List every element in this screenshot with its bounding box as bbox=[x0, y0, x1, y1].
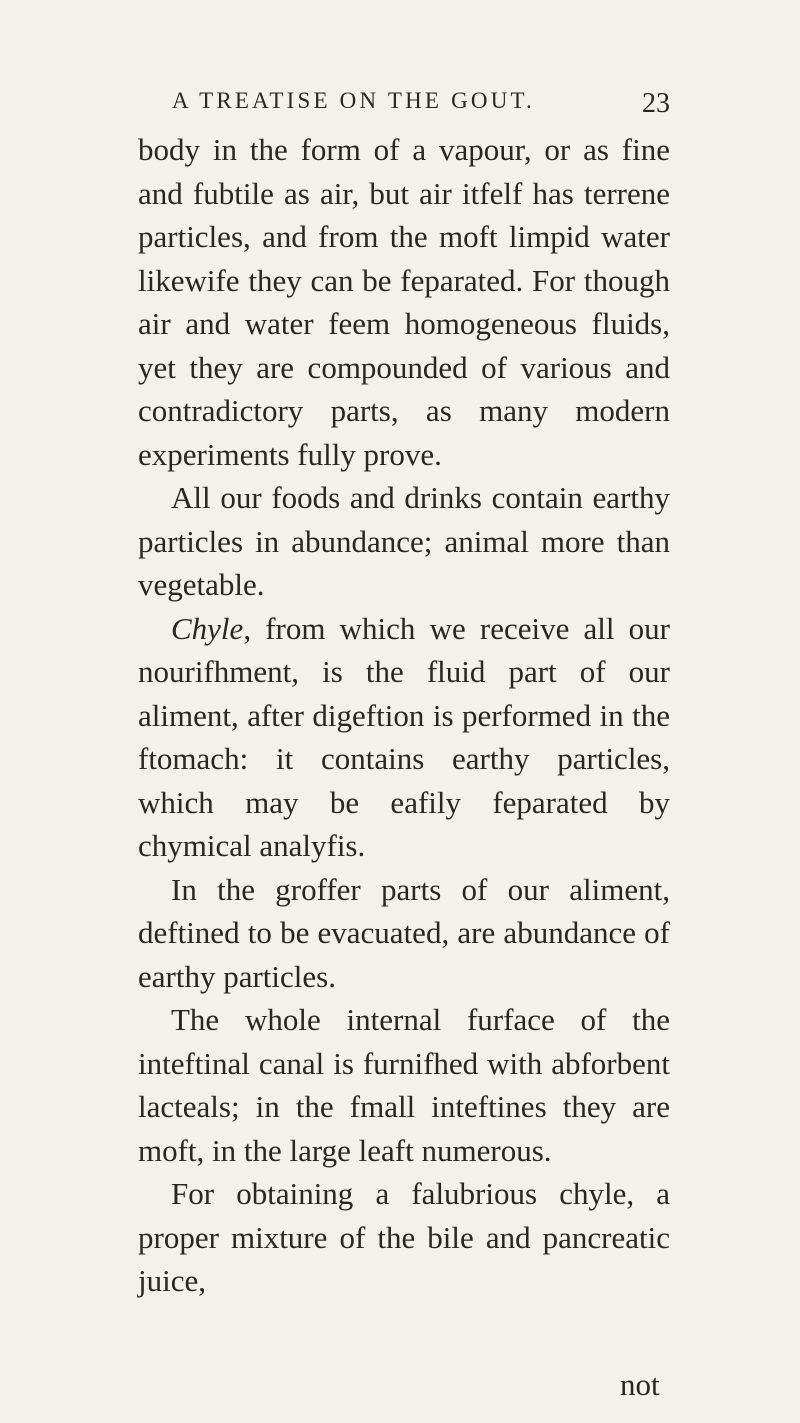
running-title: A TREATISE ON THE GOUT. bbox=[172, 88, 536, 113]
paragraph-text: For obtaining a falubrious chyle, a proper mixture of the bile and pancreatic juice, bbox=[138, 1176, 670, 1298]
paragraph-2 bbox=[138, 476, 670, 607]
paragraph-4 bbox=[138, 868, 670, 999]
catchword: not bbox=[620, 1367, 660, 1402]
paragraph-1 bbox=[138, 128, 670, 476]
paragraph-5 bbox=[138, 998, 670, 1172]
paragraph-text: In the groffer parts of our aliment, deftined to be evacuated, are abundance of earthy particles. bbox=[138, 871, 670, 994]
page-number: 23 bbox=[642, 88, 670, 119]
paragraph-3 bbox=[138, 607, 670, 868]
paragraph-text: All our foods and drinks contain earthy particles in abundance; animal more than vegetable. bbox=[138, 480, 670, 602]
body-text bbox=[138, 128, 670, 1303]
paragraph-6 bbox=[138, 1172, 670, 1303]
paragraph-text: The whole internal furface of the inteftinal canal is furnifhed with abforbent lacteals; in the fmall inteftines they are moft, in the large leaft numerous. bbox=[138, 1002, 670, 1168]
paragraph-text: , from which we receive all our nourifhment, is the fluid part of our aliment, after digeftion is performed in the ftomach: it contains earthy particles, which may be eafily feparated by chymical analyfis. bbox=[138, 610, 670, 863]
paragraph-text: body in the form of a vapour, or as fine and fubtile as air, but air itfelf has terrene particles, and from the moft limpid water likewife they can be feparated. For though air and water feem homogeneous fluids, yet they are compounded of various and contradictory parts, as many modern experiments fully prove. bbox=[138, 132, 670, 472]
running-head bbox=[172, 88, 670, 128]
paragraph-lead-term: Chyle bbox=[171, 610, 244, 646]
